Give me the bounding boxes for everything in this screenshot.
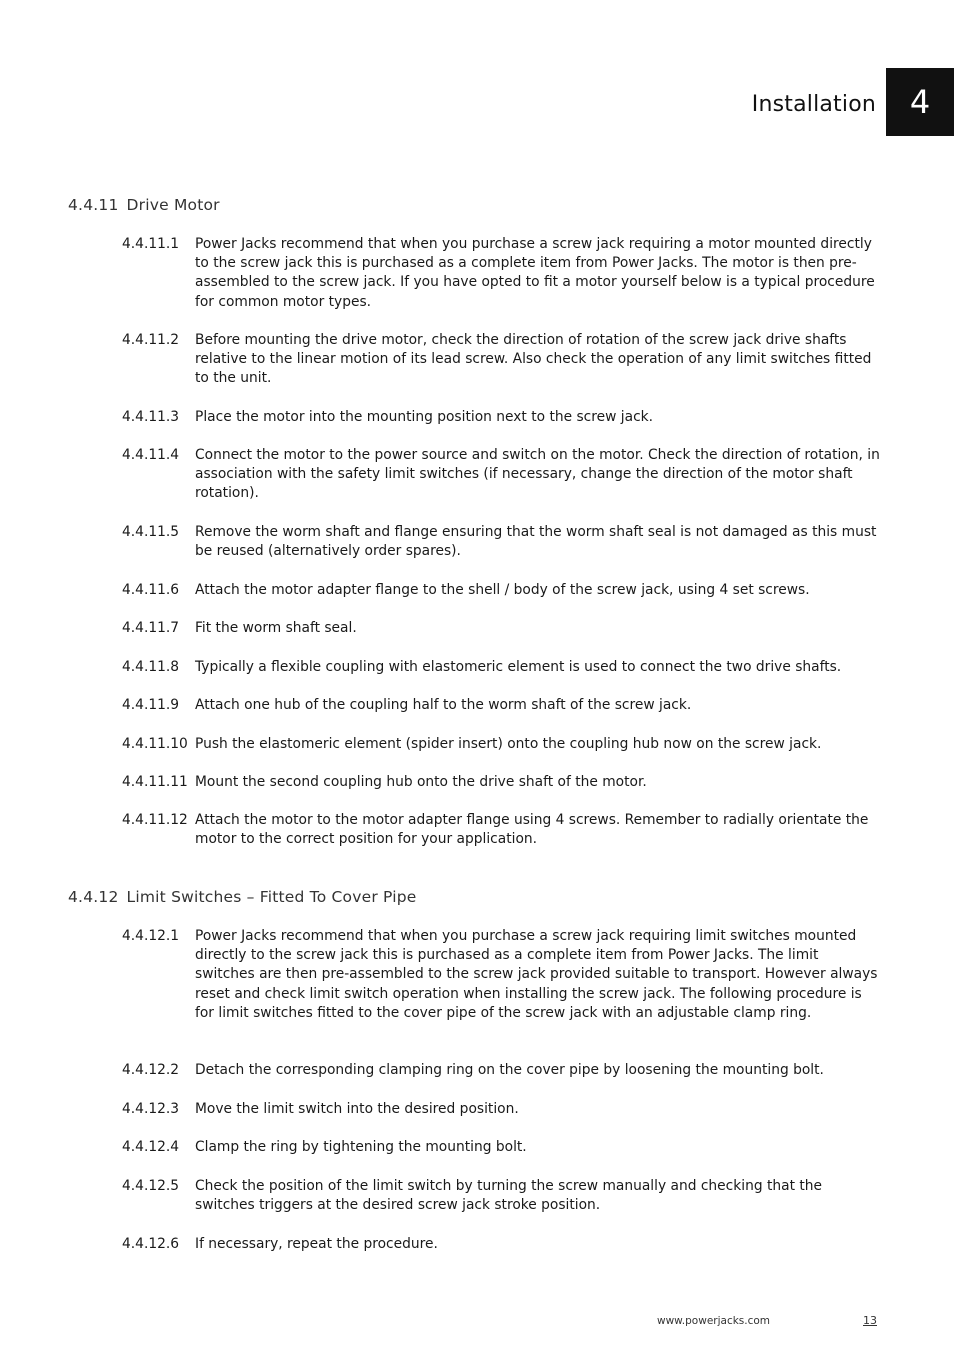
list-item — [122, 619, 882, 638]
item-number: 4.4.11.6 — [122, 582, 180, 598]
item-number: 4.4.12.6 — [122, 1236, 180, 1252]
chapter-title: Installation — [751, 92, 876, 117]
item-number: 4.4.11.5 — [122, 524, 180, 540]
list-item — [122, 408, 882, 427]
chapter-number-tab: 4 — [886, 68, 954, 136]
item-text: Fit the worm shaft seal. — [195, 620, 357, 636]
item-number: 4.4.11.7 — [122, 620, 180, 636]
list-item — [122, 331, 882, 389]
section-number: 4.4.12 — [68, 888, 119, 906]
item-text: If necessary, repeat the procedure. — [195, 1236, 438, 1252]
item-text: Attach the motor to the motor adapter flange using 4 screws. Remember to radially orientate the motor to the correct position for your application. — [195, 812, 869, 848]
item-text: Before mounting the drive motor, check the direction of rotation of the screw jack drive shafts relative to the linear motion of its lead screw. Also check the operation of any limit switches fitted to the unit. — [195, 332, 872, 387]
page-number: 13 — [863, 1314, 877, 1327]
item-text: Attach one hub of the coupling half to the worm shaft of the screw jack. — [195, 697, 692, 713]
item-number: 4.4.12.3 — [122, 1101, 180, 1117]
item-text: Remove the worm shaft and flange ensuring that the worm shaft seal is not damaged as this must be reused (alternatively order spares). — [195, 524, 877, 560]
item-number: 4.4.11.8 — [122, 659, 180, 675]
list-item — [122, 658, 882, 677]
list-item — [122, 1177, 882, 1215]
item-number: 4.4.12.4 — [122, 1139, 180, 1155]
item-text: Typically a flexible coupling with elastomeric element is used to connect the two drive shafts. — [195, 659, 842, 675]
list-item — [122, 773, 882, 792]
item-text: Push the elastomeric element (spider insert) onto the coupling hub now on the screw jack. — [195, 736, 822, 752]
list-item — [122, 1100, 882, 1119]
list-item — [122, 581, 882, 600]
item-text: Connect the motor to the power source and switch on the motor. Check the direction of rotation, in association with the safety limit switches (if necessary, change the direction of the motor shaft rotation). — [195, 447, 880, 502]
list-item — [122, 927, 882, 1023]
item-number: 4.4.11.4 — [122, 447, 180, 463]
section-heading-drive-motor — [68, 196, 220, 214]
list-item — [122, 811, 882, 849]
item-text: Power Jacks recommend that when you purchase a screw jack requiring limit switches mounted directly to the screw jack this is purchased as a complete item from Power Jacks. The limit switches are then pre-assembled to the screw jack provided suitable to transport. However always reset and check limit switch operation when installing the screw jack. The following procedure is for limit switches fitted to the cover pipe of the screw jack with an adjustable clamp ring. — [195, 928, 878, 1021]
section-number: 4.4.11 — [68, 196, 119, 214]
item-text: Clamp the ring by tightening the mounting bolt. — [195, 1139, 527, 1155]
item-number: 4.4.11.9 — [122, 697, 180, 713]
item-number: 4.4.11.1 — [122, 236, 180, 252]
section-heading-limit-switches — [68, 888, 417, 906]
list-item — [122, 1061, 882, 1080]
item-number: 4.4.12.5 — [122, 1178, 180, 1194]
item-number: 4.4.11.12 — [122, 812, 188, 828]
section-title: Drive Motor — [126, 196, 220, 214]
section-title: Limit Switches – Fitted To Cover Pipe — [126, 888, 417, 906]
item-number: 4.4.12.1 — [122, 928, 180, 944]
list-item — [122, 235, 882, 312]
item-text: Mount the second coupling hub onto the drive shaft of the motor. — [195, 774, 647, 790]
footer-website-link[interactable]: www.powerjacks.com — [657, 1315, 771, 1327]
item-number: 4.4.11.10 — [122, 736, 188, 752]
item-text: Power Jacks recommend that when you purchase a screw jack requiring a motor mounted directly to the screw jack this is purchased as a complete item from Power Jacks. The motor is then pre-assembled to the screw jack. If you have opted to fit a motor yourself below is a typical procedure for common motor types. — [195, 236, 875, 310]
list-item — [122, 696, 882, 715]
item-text: Detach the corresponding clamping ring on the cover pipe by loosening the mounting bolt. — [195, 1062, 824, 1078]
list-item — [122, 1235, 882, 1254]
item-number: 4.4.11.11 — [122, 774, 188, 790]
list-item — [122, 1138, 882, 1157]
list-item — [122, 735, 882, 754]
item-number: 4.4.11.2 — [122, 332, 180, 348]
item-text: Move the limit switch into the desired position. — [195, 1101, 519, 1117]
item-text: Check the position of the limit switch by turning the screw manually and checking that the switches triggers at the desired screw jack stroke position. — [195, 1178, 823, 1214]
item-number: 4.4.12.2 — [122, 1062, 180, 1078]
list-item — [122, 523, 882, 561]
item-number: 4.4.11.3 — [122, 409, 180, 425]
item-text: Place the motor into the mounting position next to the screw jack. — [195, 409, 654, 425]
item-text: Attach the motor adapter flange to the shell / body of the screw jack, using 4 set screws. — [195, 582, 810, 598]
list-item — [122, 446, 882, 504]
